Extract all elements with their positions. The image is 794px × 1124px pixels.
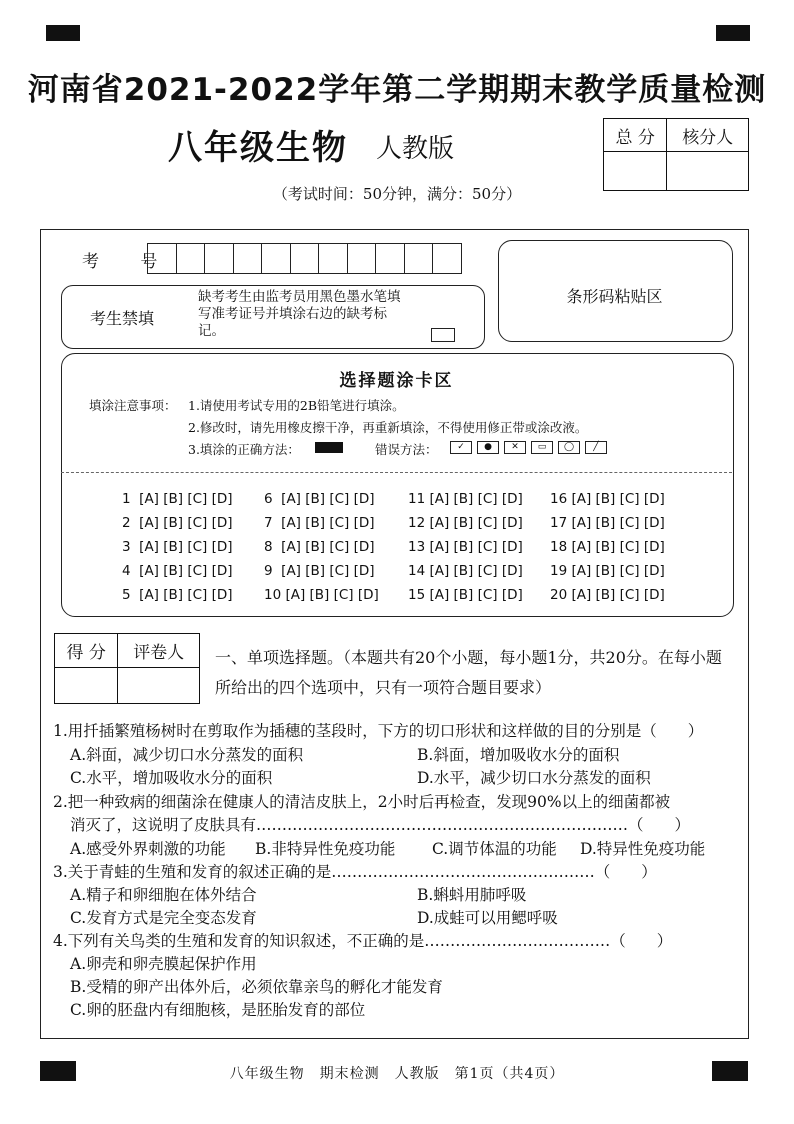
score-label: 得 分 [55,634,118,668]
question-1-option-d: D.水平，减少切口水分蒸发的面积 [417,769,651,787]
bubble-column-2 [264,491,379,611]
bubble-row[interactable]: 8 [A] [B] [C] [D] [264,539,375,555]
bubble-row[interactable]: 9 [A] [B] [C] [D] [264,563,375,579]
exam-title: 河南省2021-2022学年第二学期期末教学质量检测 [27,72,767,108]
section-1-instructions: 一、单项选择题。（本题共有20个小题，每小题1分，共20分。在每小题所给出的四个选项中，只有一项符合题目要求） [215,648,722,697]
bubble-row[interactable]: 19 [A] [B] [C] [D] [550,563,665,579]
subject-title: 八年级生物 [168,128,348,168]
exam-number-digit[interactable] [291,244,320,273]
bubble-row[interactable]: 12 [A] [B] [C] [D] [408,515,523,531]
page-footer: 八年级生物 期末检测 人教版 第1页（共4页） [229,1066,565,1082]
question-3-stem: 3.关于青蛙的生殖和发育的叙述正确的是……………………………………………（ ） [53,863,657,881]
choice-area-title: 选择题涂卡区 [339,371,454,391]
total-score-label: 总 分 [604,119,667,152]
grader-cell[interactable] [118,668,200,704]
bubble-row[interactable]: 1 [A] [B] [C] [D] [122,491,233,507]
total-score-cell[interactable] [604,152,667,191]
question-4-stem: 4.下列有关鸟类的生殖和发育的知识叙述，不正确的是………………………………（ ） [53,932,673,950]
question-1-option-a: A.斜面，减少切口水分蒸发的面积 [70,746,304,764]
time-info: （考试时间：50分钟，满分：50分） [272,185,522,203]
slash-mark-example-icon: ╱ [585,441,607,454]
cross-mark-example-icon: ✕ [504,441,526,454]
grader-label: 评卷人 [118,634,200,668]
question-4-option-c: C.卵的胚盘内有细胞核，是胚胎发育的部位 [70,1001,366,1019]
bubble-row[interactable]: 16 [A] [B] [C] [D] [550,491,665,507]
bubble-row[interactable]: 14 [A] [B] [C] [D] [408,563,523,579]
exam-number-digit[interactable] [319,244,348,273]
exam-number-digit[interactable] [177,244,206,273]
question-3-option-a: A.精子和卵细胞在体外结合 [70,886,257,904]
line-mark-example-icon: ▭ [531,441,553,454]
bubble-row[interactable]: 6 [A] [B] [C] [D] [264,491,375,507]
bubble-row[interactable]: 10 [A] [B] [C] [D] [264,587,379,603]
fill-note-1: 1.请使用考试专用的2B铅笔进行填涂。 [188,398,405,413]
fill-notes-label: 填涂注意事项： [89,398,177,413]
registration-mark-top-left [46,25,80,41]
fill-note-2: 2.修改时，请先用橡皮擦干净，再重新填涂，不得使用修正带或涂改液。 [188,420,588,435]
exam-number-boxes[interactable] [147,243,462,274]
question-4-option-a: A.卵壳和卵壳膜起保护作用 [70,955,257,973]
question-2-stem-line-1: 2.把一种致病的细菌涂在健康人的清洁皮肤上，2小时后再检查，发现90%以上的细菌都被 [53,793,671,811]
question-2-option-a: A.感受外界刺激的功能 [70,840,226,858]
wrong-method-label: 错误方法： [375,442,438,457]
score-cell[interactable] [55,668,118,704]
question-1-option-c: C.水平，增加吸收水分的面积 [70,769,273,787]
bubble-row[interactable]: 4 [A] [B] [C] [D] [122,563,233,579]
grader-table [54,633,200,704]
question-3-option-c: C.发育方式是完全变态发育 [70,909,257,927]
fill-note-3: 3.填涂的正确方法： [188,442,300,457]
edition-label: 人教版 [376,134,455,164]
bubble-row[interactable]: 5 [A] [B] [C] [D] [122,587,233,603]
question-2-option-c: C.调节体温的功能 [432,840,557,858]
dot-mark-example-icon: ● [477,441,499,454]
check-mark-example-icon: ✓ [450,441,472,454]
question-3-option-d: D.成蛙可以用鳃呼吸 [417,909,558,927]
exam-number-digit[interactable] [376,244,405,273]
bubble-row[interactable]: 2 [A] [B] [C] [D] [122,515,233,531]
bubble-row[interactable]: 17 [A] [B] [C] [D] [550,515,665,531]
forbidden-label: 考生禁填 [90,309,155,328]
question-3-option-b: B.蝌蚪用肺呼吸 [417,886,527,904]
forbidden-text: 缺考考生由监考员用黑色墨水笔填写准考证号并填涂右边的缺考标记。 [198,289,401,339]
exam-number-digit[interactable] [262,244,291,273]
question-1-option-b: B.斜面，增加吸收水分的面积 [417,746,620,764]
checker-cell[interactable] [667,152,749,191]
checker-label: 核分人 [667,119,749,152]
bubble-column-4 [550,491,665,611]
wrong-fill-examples [450,441,607,454]
correct-fill-example [315,442,343,453]
bubble-row[interactable]: 7 [A] [B] [C] [D] [264,515,375,531]
bubble-column-1 [122,491,233,611]
exam-number-digit[interactable] [433,244,461,273]
exam-number-label: 考 号 [82,252,176,272]
exam-number-digit[interactable] [405,244,434,273]
bubble-row[interactable]: 3 [A] [B] [C] [D] [122,539,233,555]
question-1-stem: 1.用扦插繁殖杨树时在剪取作为插穗的茎段时，下方的切口形状和这样做的目的分别是（ ） [53,722,704,740]
exam-number-digit[interactable] [234,244,263,273]
question-2-option-d: D.特异性免疫功能 [580,840,706,858]
bubble-row[interactable]: 18 [A] [B] [C] [D] [550,539,665,555]
exam-number-digit[interactable] [348,244,377,273]
question-4-option-b: B.受精的卵产出体外后，必须依靠亲鸟的孵化才能发育 [70,978,443,996]
bubble-row[interactable]: 11 [A] [B] [C] [D] [408,491,523,507]
total-score-table [603,118,749,191]
bubble-row[interactable]: 13 [A] [B] [C] [D] [408,539,523,555]
barcode-label: 条形码粘贴区 [566,287,663,306]
exam-number-digit[interactable] [148,244,177,273]
question-2-stem-line-2: 消灭了，这说明了皮肤具有………………………………………………………………（ ） [70,816,691,834]
exam-number-digit[interactable] [205,244,234,273]
bubble-row[interactable]: 20 [A] [B] [C] [D] [550,587,665,603]
absent-mark-box[interactable] [431,328,455,342]
registration-mark-top-right [716,25,750,41]
choice-area-divider [61,472,732,473]
bubble-column-3 [408,491,523,611]
bubble-row[interactable]: 15 [A] [B] [C] [D] [408,587,523,603]
question-2-option-b: B.非特异性免疫功能 [255,840,396,858]
circle-mark-example-icon: ◯ [558,441,580,454]
